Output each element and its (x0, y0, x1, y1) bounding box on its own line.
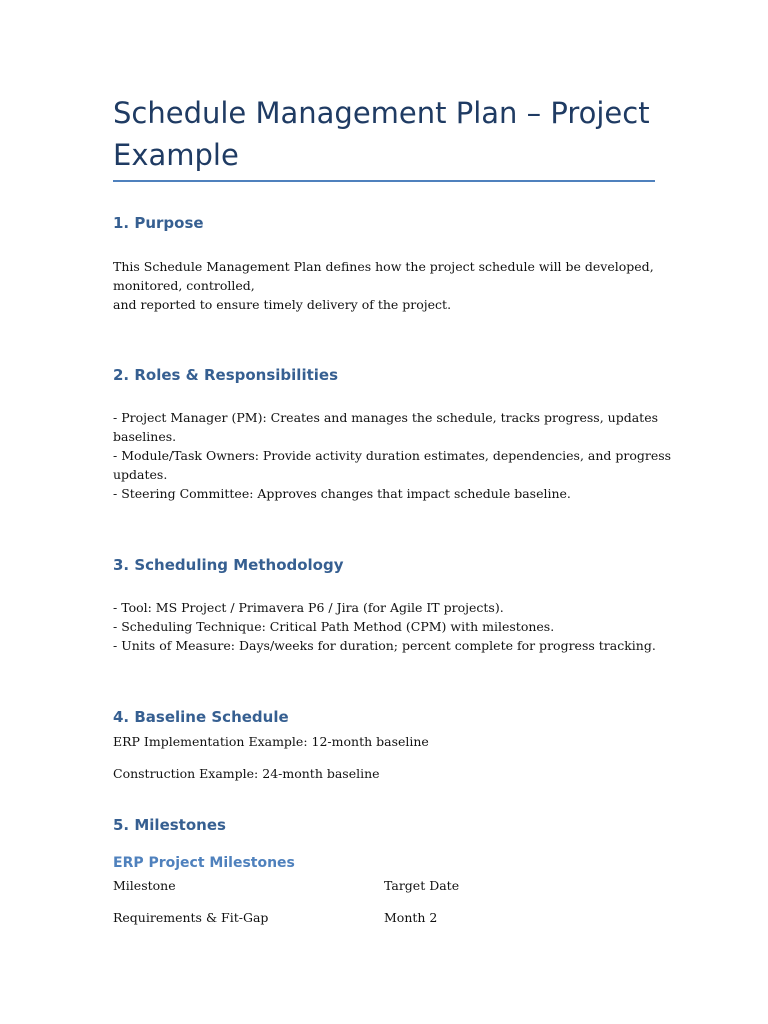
baseline-erp-text: ERP Implementation Example: 12-month baseline (113, 734, 429, 749)
purpose-heading: 1. Purpose (113, 214, 204, 232)
methodology-line: - Tool: MS Project / Primavera P6 / Jira (for Agile IT projects). (113, 600, 504, 615)
table-cell-target-date: Month 2 (384, 910, 438, 925)
methodology-heading: 3. Scheduling Methodology (113, 556, 344, 574)
methodology-paragraph (113, 598, 658, 655)
purpose-line: and reported to ensure timely delivery of the project. (113, 297, 452, 312)
methodology-line: - Units of Measure: Days/weeks for duration; percent complete for progress tracking. (113, 638, 656, 653)
purpose-line: This Schedule Management Plan defines how the project schedule will be developed, (113, 259, 654, 274)
title-underline (113, 180, 655, 182)
roles-line: - Steering Committee: Approves changes that impact schedule baseline. (113, 486, 571, 501)
roles-line: - Project Manager (PM): Creates and manages the schedule, tracks progress, updates (113, 410, 659, 425)
table-header-milestone: Milestone (113, 878, 176, 893)
purpose-paragraph (113, 257, 658, 314)
baseline-construction-text: Construction Example: 24-month baseline (113, 766, 380, 781)
purpose-line: monitored, controlled, (113, 278, 255, 293)
document-title: Schedule Management Plan – Project Example (113, 96, 650, 172)
baseline-heading: 4. Baseline Schedule (113, 708, 289, 726)
methodology-line: - Scheduling Technique: Critical Path Method (CPM) with milestones. (113, 619, 555, 634)
erp-milestones-subheading: ERP Project Milestones (113, 855, 295, 871)
roles-paragraph (113, 408, 672, 503)
roles-line: updates. (113, 467, 168, 482)
milestones-heading: 5. Milestones (113, 816, 226, 834)
roles-line: baselines. (113, 429, 177, 444)
roles-line: - Module/Task Owners: Provide activity duration estimates, dependencies, and progress (113, 448, 672, 463)
roles-heading: 2. Roles & Responsibilities (113, 366, 338, 384)
table-cell-milestone: Requirements & Fit-Gap (113, 910, 269, 925)
table-header-target-date: Target Date (384, 878, 460, 893)
